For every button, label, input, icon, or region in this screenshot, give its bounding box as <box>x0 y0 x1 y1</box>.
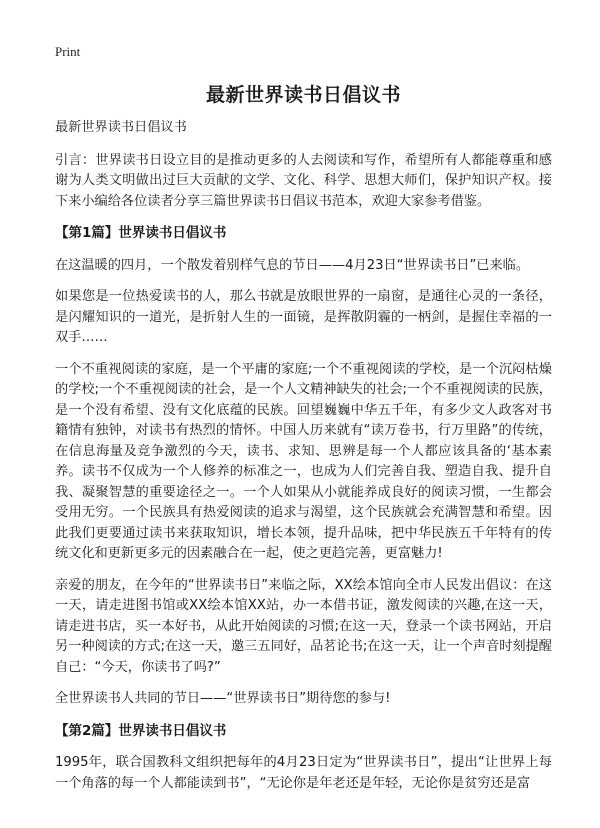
intro-paragraph: 引言：世界读书日设立目的是推动更多的人去阅读和写作，希望所有人都能尊重和感谢为人类文明做出过巨大贡献的文学、文化、科学、思想大师们，保护知识产权。接下来小编给各位读者分享三篇世界读书日倡议书范本，欢迎大家参考借鉴。 <box>55 152 552 209</box>
document-subtitle: 最新世界读书日倡议书 <box>55 120 187 135</box>
section-1-paragraph: 如果您是一位热爱读书的人，那么书就是放眼世界的一扇窗，是通往心灵的一条径，是闪耀知识的一道光，是折射人生的一面镜，是挥散阴霾的一柄剑，是握住幸福的一双手…… <box>55 289 552 345</box>
section-2-paragraph: 1995年，联合国教科文组织把每年的4月23日定为“世界读书日”，提出“让世界上每一个角落的每一个人都能读到书”，“无论你是年老还是年轻，无论你是贫穷还是富 <box>55 755 552 791</box>
print-link[interactable]: Print <box>55 44 81 59</box>
page-title: 最新世界读书日倡议书 <box>205 84 401 106</box>
section-1-paragraph: 在这温暖的四月，一个散发着别样气息的节日——4月23日“世界读书日”已来临。 <box>55 257 530 273</box>
section-1-paragraph: 亲爱的朋友，在今年的“世界读书日”来临之际，XX绘本馆向全市人民发出倡议：在这一天，请走进图书馆或XX绘本馆XX站，办一本借书证，激发阅读的兴趣,在这一天，请走进书店，买一本好书，从此开始阅读的习惯;在这一天，登录一个读书网站，开启另一种阅读的方式;在这一天，邀三五同好，品茗论书;在这一天，让一个声音时刻提醒自己：“今天，你读书了吗?” <box>55 577 552 675</box>
section-1-paragraph: 全世界读书人共同的节日——“世界读书日”期待您的参与! <box>55 691 391 706</box>
section-1-paragraph: 一个不重视阅读的家庭，是一个平庸的家庭;一个不重视阅读的学校，是一个沉闷枯燥的学校;一个不重视阅读的社会，是一个人文精神缺失的社会;一个不重视阅读的民族，是一个没有希望、没有文化底蕴的民族。回望巍巍中华五千年，有多少文人政客对书籍情有独钟，对读书有热烈的情怀。中国人历来就有“读万卷书，行万里路”的传统，在信息海量及竞争激烈的今天，读书、求知、思辨是每一个人都应该具备的‘基本素养。读书不仅成为一个人修养的标准之一，也成为人们完善自我、塑造自我、提升自我、凝聚智慧的重要途径之一。一个人如果从小就能养成良好的阅读习惯，一生都会受用无穷。一个民族具有热爱阅读的追求与渴望，这个民族就会充满智慧和希望。因此我们更要通过读书来获取知识，增长本领，提升品味，把中华民族五千年特有的传统文化和更新更多元的因素融合在一起，使之更趋完善，更富魅力! <box>55 361 552 561</box>
document-body <box>55 118 552 805</box>
section-1-heading: 【第1篇】世界读书日倡议书 <box>55 225 227 241</box>
section-2-heading: 【第2篇】世界读书日倡议书 <box>55 722 227 739</box>
